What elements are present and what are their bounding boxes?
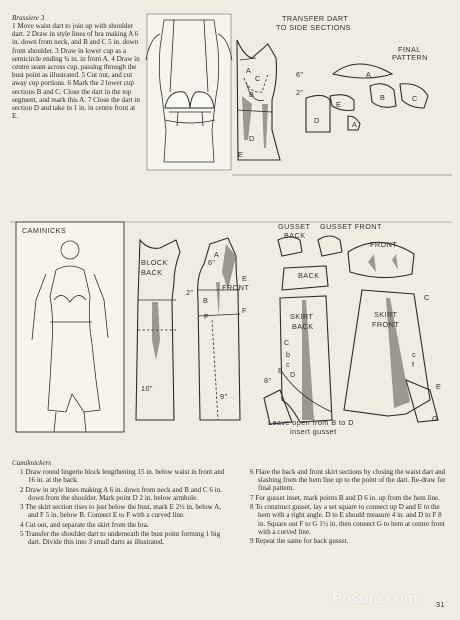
label-c2: C: [412, 94, 418, 103]
camiknickers-right-steps: [250, 468, 448, 547]
label-b4: B: [203, 296, 209, 305]
leave-open-note: Leave open from B to D: [268, 418, 354, 427]
measure-6-top: 6": [296, 70, 304, 79]
bra-dress-form-illustration: [146, 14, 232, 170]
front-pattern: [198, 238, 240, 420]
step-5: 5 Transfer the shoulder dart to underneath the bust point forming 1 big dart. Divide this into 3 small darts as illustrated.: [20, 530, 221, 547]
measure-2: 2": [186, 288, 194, 297]
label-c6-lower: c: [412, 350, 417, 359]
camiknickers-heading: Camiknickers: [12, 459, 52, 467]
skirt-front-label-1: SKIRT: [374, 310, 398, 319]
label-a2: A: [366, 70, 372, 79]
block-back-label: BACK: [141, 268, 163, 277]
skirt-back-label-1: SKIRT: [290, 312, 314, 321]
block-back-pattern: [136, 240, 180, 420]
label-e1: E: [238, 150, 244, 159]
label-b5: B: [278, 366, 284, 375]
label-a1: A: [246, 66, 252, 75]
front-bra-label: FRONT: [370, 240, 398, 249]
label-a3: A: [352, 120, 358, 129]
label-c-lower: c: [286, 360, 291, 369]
measure-8: 8": [264, 376, 272, 385]
step-9: 9 Repeat the same for back gusset.: [250, 537, 349, 546]
measure-6: 6": [208, 258, 216, 267]
label-f7: F: [242, 306, 247, 315]
measure-2-top: 2": [296, 88, 304, 97]
transfer-dart-heading: TRANSFER DART: [282, 14, 349, 23]
caminicks-heading: CAMINICKS: [22, 226, 67, 235]
insert-gusset-note: insert gusset: [290, 427, 337, 436]
label-d2: D: [314, 116, 320, 125]
step-1: 1 Draw round lingerie block lengthening 15 in. below waist in front and 16 in. at the back.: [20, 468, 225, 485]
step-7: 7 For gusset inset, mark points B and D 6 in. up from the hem line.: [250, 493, 440, 502]
measure-10: 10": [141, 384, 153, 393]
brassiere-heading: Brassiere 3: [12, 14, 45, 22]
gusset-label: GUSSET: [278, 222, 311, 231]
label-g6: G: [432, 414, 439, 423]
page-number: 31: [436, 600, 445, 609]
label-e2: E: [336, 100, 342, 109]
pattern-heading: PATTERN: [392, 53, 428, 62]
step-2: 2 Draw in style lines making A 6 in. down from neck and B and C 6 in. down from the shoulder. Mark point D 2 in. below armhole.: [20, 485, 222, 502]
label-d1: D: [249, 134, 255, 143]
label-c6: C: [424, 293, 430, 302]
skirt-back-label-2: BACK: [292, 322, 314, 331]
gusset-back-label: BACK: [284, 231, 306, 240]
label-e6: E: [436, 382, 442, 391]
to-side-sections-heading: TO SIDE SECTIONS: [276, 23, 351, 32]
block-label: BLOCK: [141, 258, 168, 267]
label-b1: B: [249, 90, 255, 99]
watermark: Posuta.com: [332, 590, 418, 607]
front-label: FRONT: [222, 283, 250, 292]
label-f4: F: [204, 312, 209, 321]
label-c1: C: [255, 74, 261, 83]
label-d5: D: [290, 370, 296, 379]
label-c5: C: [284, 338, 290, 347]
gusset-front-label: GUSSET FRONT: [320, 222, 382, 231]
transfer-dart-bodice: [237, 40, 280, 160]
step-8: 8 To construct gusset, lay a set square to connect up D and E to the hem with a right angle. D to E should measure 4 in. and D to F 8 in. Square out F to G 1½ in. then connect G to hem at centre front with a curved line.: [250, 503, 445, 536]
measure-9: 9": [220, 392, 228, 401]
final-heading: FINAL: [398, 45, 421, 54]
label-b-lower: b: [286, 350, 291, 359]
label-b2: B: [380, 93, 386, 102]
step-4: 4 Cut out, and separate the skirt from the bra.: [20, 520, 149, 529]
step-6: 6 Flare the back and front skirt sections by closing the waist dart and slashing from the hem line up to the point of the dart. Re-draw for final pattern.: [250, 468, 446, 493]
brassiere-instructions: 1 Move waist dart to join up with shoulder dart. 2 Draw in style lines of bra making A 6 in. down from neck, and B and C 5 in. down from shoulder. 3 Draw in lower cup as a semicircle ending ¾ in. in from A. 4 Draw in centre seam across cup, passing through the bust point as illustrated. 5 Cut out, and cut away cup portions. 6 Mark the 2 lower cup sections B and C. Close the dart in the top segment, and mark this A. 7 Close the dart in section D and take in 1 in. in centre front at E.: [12, 22, 140, 121]
camiknickers-left-steps: [20, 468, 228, 548]
camiknicker-figure-illustration: [16, 222, 124, 432]
label-e4: E: [242, 274, 248, 283]
label-f6: f: [412, 360, 415, 369]
step-3: 3 The skirt section rises to just below the bust, mark E 2½ in. below A, and F 5 in. below B. Connect E to F with a curved line.: [20, 503, 222, 520]
label-a4: A: [214, 250, 220, 259]
back-label: BACK: [298, 271, 320, 280]
skirt-front-label-2: FRONT: [372, 320, 400, 329]
